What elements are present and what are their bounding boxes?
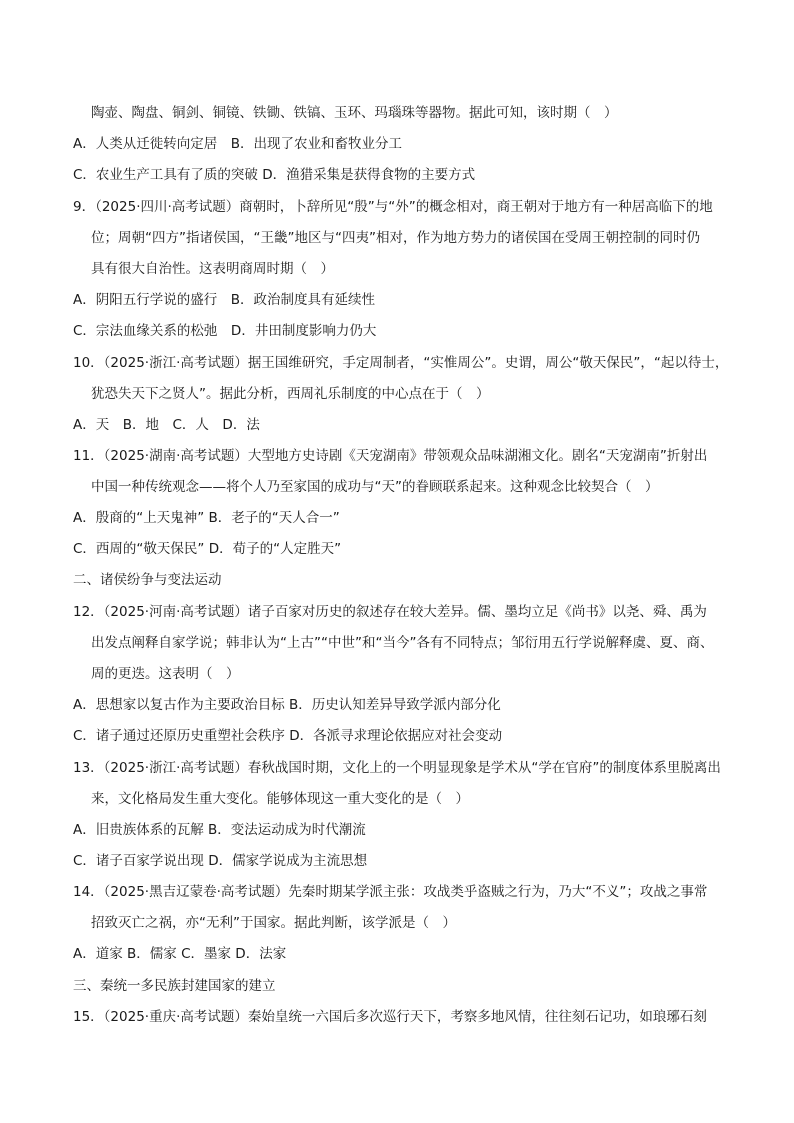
question-11-options-c-d: C．西周的“敬天保民” D．荀子的“人定胜天” bbox=[73, 541, 342, 557]
question-14-stem-line-2: 招致灭亡之祸，亦“无利”于国家。据此判断，该学派是（ ） bbox=[91, 915, 456, 931]
question-10-stem-line-2: 犹恐失天下之贤人”。据此分析，西周礼乐制度的中心点在于（ ） bbox=[91, 386, 490, 402]
question-14-stem: 14．（2025·黑吉辽蒙卷·高考试题）先秦时期某学派主张：攻战类乎盗贼之行为，乃大“不义”；攻战之事常 bbox=[73, 884, 708, 900]
question-12-options-a-b: A．思想家以复古作为主要政治目标 B．历史认知差异导致学派内部分化 bbox=[73, 697, 501, 713]
question-9-options-a-b: A．阴阳五行学说的盛行 B．政治制度具有延续性 bbox=[73, 292, 375, 308]
question-12-options-c-d: C．诸子通过还原历史重塑社会秩序 D．各派寻求理论依据应对社会变动 bbox=[73, 728, 503, 744]
question-12-stem: 12．（2025·河南·高考试题）诸子百家对历史的叙述存在较大差异。儒、墨均立足《尚书》以尧、舜、禹为 bbox=[73, 604, 707, 620]
question-8-stem-continued: 陶壶、陶盘、铜剑、铜镜、铁锄、铁镐、玉环、玛瑙珠等器物。据此可知，该时期（ ） bbox=[91, 105, 618, 121]
question-13-options-c-d: C．诸子百家学说出现 D．儒家学说成为主流思想 bbox=[73, 853, 368, 869]
question-11-stem-line-2: 中国一种传统观念——将个人乃至家国的成功与“天”的眷顾联系起来。这种观念比较契合（ ） bbox=[91, 479, 659, 495]
question-8-options-c-d: C．农业生产工具有了质的突破 D．渔猎采集是获得食物的主要方式 bbox=[73, 167, 476, 183]
question-12-stem-line-2: 出发点阐释自家学说；韩非认为“上古”“中世”和“当今”各有不同特点；邹衍用五行学说解释虞、夏、商、 bbox=[91, 635, 714, 651]
question-9-stem-line-2: 位；周朝“四方”指诸侯国，“王畿”地区与“四夷”相对，作为地方势力的诸侯国在受周王朝控制的同时仍 bbox=[91, 230, 700, 246]
question-13-stem: 13．（2025·浙江·高考试题）春秋战国时期，文化上的一个明显现象是学术从“学在官府”的制度体系里脱离出 bbox=[73, 760, 721, 776]
question-15-stem: 15．（2025·重庆·高考试题）秦始皇统一六国后多次巡行天下，考察多地风情，往往刻石记功，如琅琊石刻 bbox=[73, 1009, 707, 1025]
question-11-options-a-b: A．殷商的“上天鬼神” B．老子的“天人合一” bbox=[73, 510, 340, 526]
question-14-options: A．道家 B．儒家 C．墨家 D．法家 bbox=[73, 946, 287, 962]
question-11-stem: 11．（2025·湖南·高考试题）大型地方史诗剧《天宠湖南》带领观众品味湖湘文化。剧名“天宠湖南”折射出 bbox=[73, 448, 708, 464]
question-9-options-c-d: C．宗法血缘关系的松弛 D．井田制度影响力仍大 bbox=[73, 323, 377, 339]
question-10-stem: 10．（2025·浙江·高考试题）据王国维研究，手定周制者，“实惟周公”。史谓，周公“敬天保民”，“起以待士， bbox=[73, 355, 729, 371]
section-heading-3: 三、秦统一多民族封建国家的建立 bbox=[73, 978, 276, 994]
question-10-options: A．天 B．地 C．人 D．法 bbox=[73, 417, 260, 433]
section-heading-2: 二、诸侯纷争与变法运动 bbox=[73, 572, 222, 588]
question-8-options-a-b: A．人类从迁徙转向定居 B．出现了农业和畜牧业分工 bbox=[73, 136, 402, 152]
question-13-options-a-b: A．旧贵族体系的瓦解 B．变法运动成为时代潮流 bbox=[73, 822, 366, 838]
question-9-stem: 9．（2025·四川·高考试题）商朝时，卜辞所见“殷”与“外”的概念相对，商王朝对于地方有一种居高临下的地 bbox=[73, 199, 713, 215]
question-9-stem-line-3: 具有很大自治性。这表明商周时期（ ） bbox=[91, 261, 334, 277]
question-13-stem-line-2: 来，文化格局发生重大变化。能够体现这一重大变化的是（ ） bbox=[91, 791, 469, 807]
question-12-stem-line-3: 周的更迭。这表明（ ） bbox=[91, 666, 240, 682]
